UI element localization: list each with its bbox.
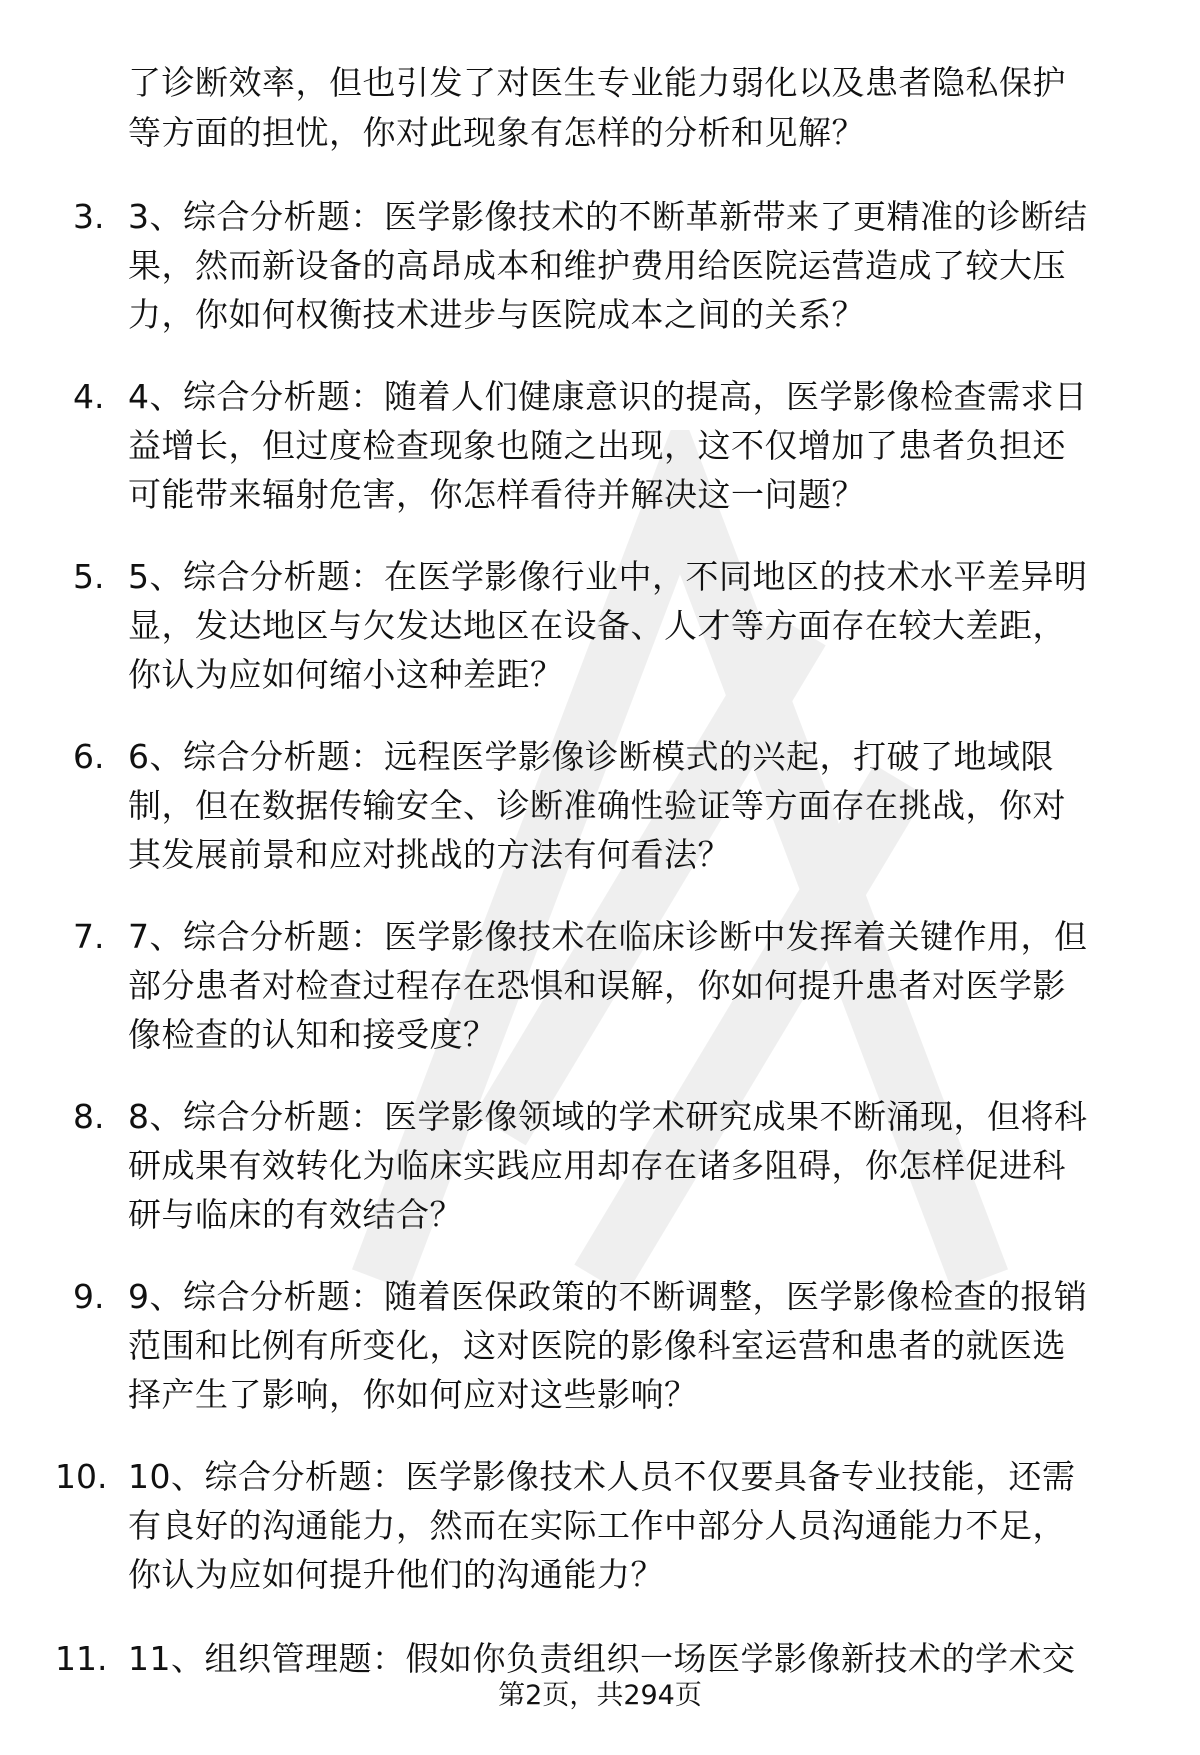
question-text-line: 其发展前景和应对挑战的方法有何看法？ xyxy=(128,835,731,874)
question-number: 3. xyxy=(73,197,105,236)
question-number: 4. xyxy=(73,377,105,416)
question-text-line: 9、综合分析题：随着医保政策的不断调整，医学影像检查的报销 xyxy=(128,1277,1088,1316)
question-text-line: 范围和比例有所变化，这对医院的影像科室运营和患者的就医选 xyxy=(128,1326,1066,1365)
question-text-line: 11、组织管理题：假如你负责组织一场医学影像新技术的学术交 xyxy=(128,1639,1076,1678)
question-text-line: 你认为应如何提升他们的沟通能力？ xyxy=(128,1555,664,1594)
question-text-line: 4、综合分析题：随着人们健康意识的提高，医学影像检查需求日 xyxy=(128,377,1088,416)
question-text-line: 有良好的沟通能力，然而在实际工作中部分人员沟通能力不足， xyxy=(128,1506,1066,1545)
text-line: 等方面的担忧，你对此现象有怎样的分析和见解？ xyxy=(128,113,865,152)
page-footer: 第2页，共294页 xyxy=(498,1680,702,1711)
question-text-line: 益增长，但过度检查现象也随之出现，这不仅增加了患者负担还 xyxy=(128,426,1066,465)
question-text-line: 部分患者对检查过程存在恐惧和误解，你如何提升患者对医学影 xyxy=(128,966,1066,1005)
question-text-line: 10、综合分析题：医学影像技术人员不仅要具备专业技能，还需 xyxy=(128,1457,1076,1496)
question-number: 8. xyxy=(73,1097,105,1136)
question-text-line: 果，然而新设备的高昂成本和维护费用给医院运营造成了较大压 xyxy=(128,246,1066,285)
question-number: 10. xyxy=(55,1457,108,1496)
question-number: 11. xyxy=(55,1639,108,1678)
text-line: 了诊断效率，但也引发了对医生专业能力弱化以及患者隐私保护 xyxy=(128,63,1066,102)
question-text-line: 3、综合分析题：医学影像技术的不断革新带来了更精准的诊断结 xyxy=(128,197,1088,236)
question-number: 9. xyxy=(73,1277,105,1316)
question-number: 5. xyxy=(73,557,105,596)
question-text-line: 7、综合分析题：医学影像技术在临床诊断中发挥着关键作用，但 xyxy=(128,917,1088,956)
question-text-line: 像检查的认知和接受度？ xyxy=(128,1015,497,1054)
question-text-line: 制，但在数据传输安全、诊断准确性验证等方面存在挑战，你对 xyxy=(128,786,1066,825)
question-text-line: 研与临床的有效结合？ xyxy=(128,1195,463,1234)
question-text-line: 研成果有效转化为临床实践应用却存在诸多阻碍，你怎样促进科 xyxy=(128,1146,1066,1185)
question-text-line: 择产生了影响，你如何应对这些影响？ xyxy=(128,1375,698,1414)
question-number: 6. xyxy=(73,737,105,776)
question-text-line: 力，你如何权衡技术进步与医院成本之间的关系？ xyxy=(128,295,865,334)
question-text-line: 显，发达地区与欠发达地区在设备、人才等方面存在较大差距， xyxy=(128,606,1066,645)
question-text-line: 你认为应如何缩小这种差距？ xyxy=(128,655,564,694)
question-number: 7. xyxy=(73,917,105,956)
question-text-line: 8、综合分析题：医学影像领域的学术研究成果不断涌现，但将科 xyxy=(128,1097,1088,1136)
question-text-line: 5、综合分析题：在医学影像行业中，不同地区的技术水平差异明 xyxy=(128,557,1088,596)
question-text-line: 可能带来辐射危害，你怎样看待并解决这一问题？ xyxy=(128,475,865,514)
question-text-line: 6、综合分析题：远程医学影像诊断模式的兴起，打破了地域限 xyxy=(128,737,1054,776)
